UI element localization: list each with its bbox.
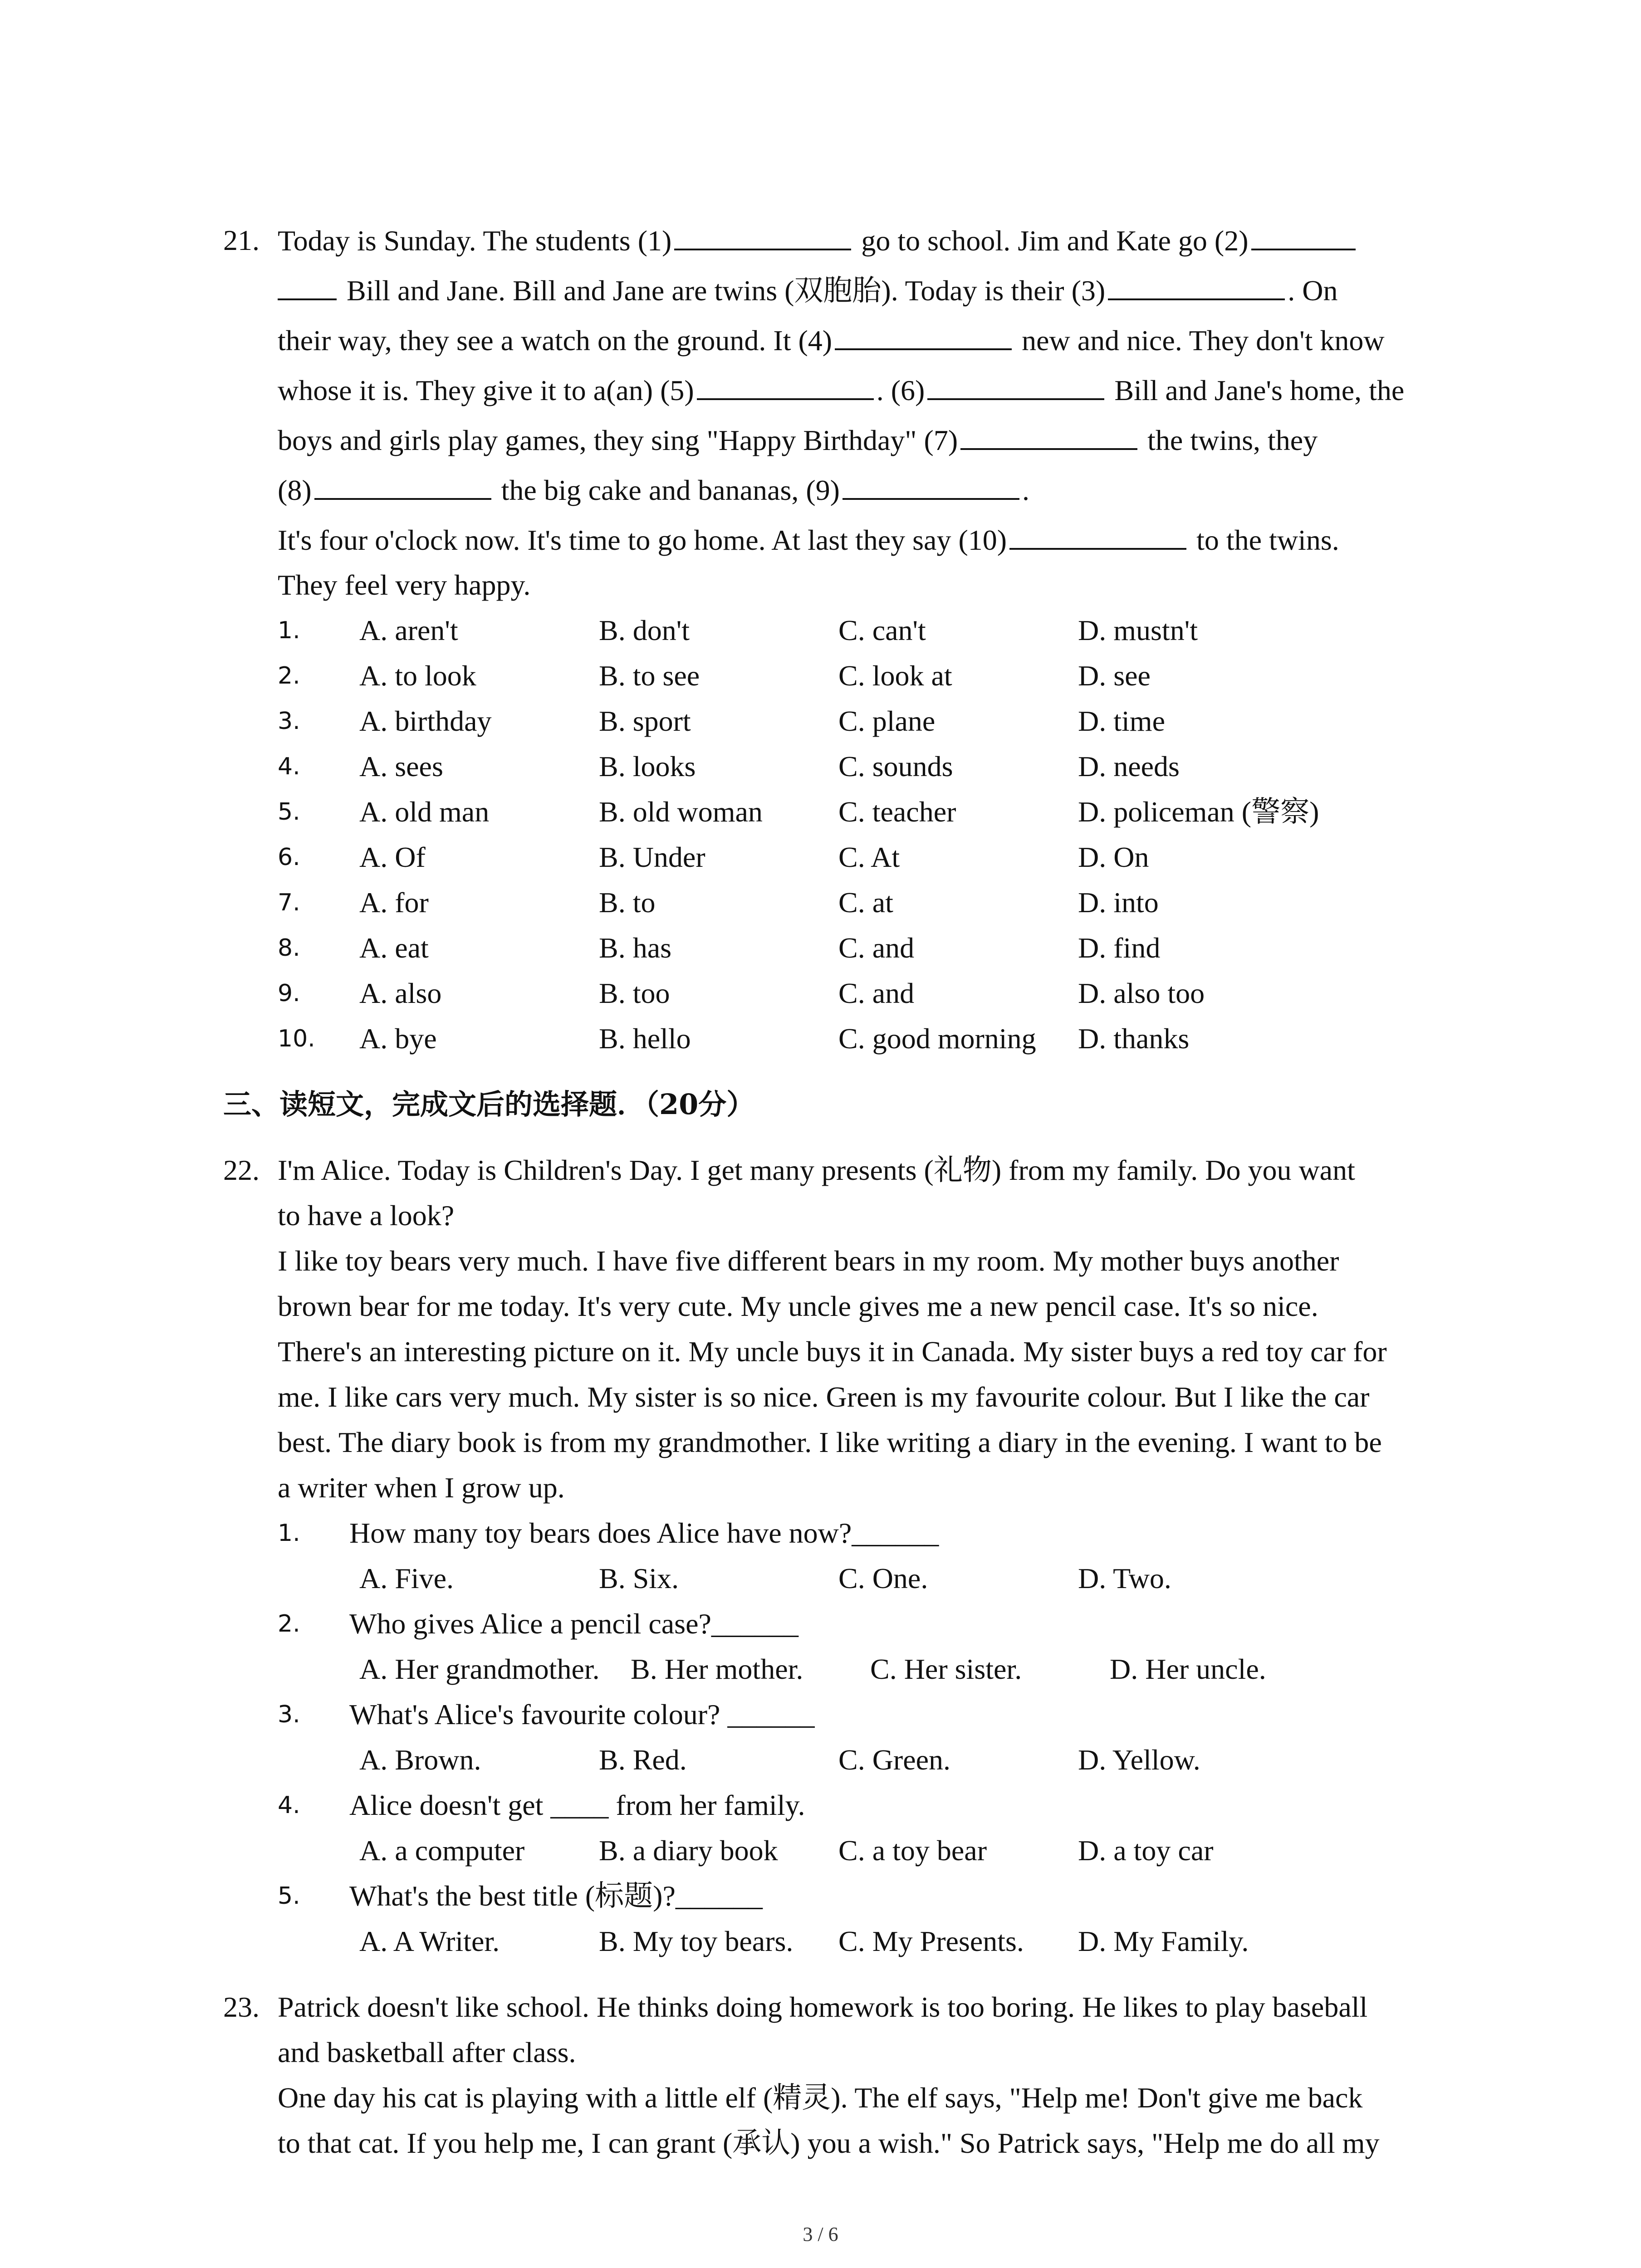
option-d[interactable]: D. needs	[1078, 750, 1180, 782]
q22-line: I like toy bears very much. I have five different bears in my room. My mother buys another	[278, 1245, 1339, 1277]
option-a[interactable]: A. A Writer.	[359, 1925, 500, 1957]
q21-line-3: their way, they see a watch on the ground. It (4) new and nice. They don't know	[278, 322, 1385, 359]
question-text: Who gives Alice a pencil case?______	[349, 1608, 798, 1640]
q22-line: a writer when I grow up.	[278, 1471, 565, 1504]
section-heading: 三、读短文，完成文后的选择题．（20分）	[223, 1088, 755, 1121]
q22-line: to have a look?	[278, 1199, 455, 1232]
option-a[interactable]: A. for	[359, 886, 429, 919]
page-number: 3 / 6	[803, 2223, 838, 2245]
q21-line-7: It's four o'clock now. It's time to go home. At last they say (10) to the twins.	[278, 522, 1339, 558]
q22-line: brown bear for me today. It's very cute. My uncle gives me a new pencil case. It's so nice.	[278, 1290, 1318, 1322]
option-c[interactable]: C. and	[838, 977, 915, 1009]
question-23-number: 23.	[223, 1991, 260, 2023]
option-a[interactable]: A. Her grandmother.	[359, 1653, 600, 1685]
option-c[interactable]: C. a toy bear	[838, 1834, 987, 1867]
option-row-number: 10.	[278, 1025, 315, 1052]
question-number: 4.	[278, 1792, 300, 1819]
option-a[interactable]: A. bye	[359, 1022, 437, 1055]
option-b[interactable]: B. Her mother.	[631, 1653, 803, 1685]
option-c[interactable]: C. Green.	[838, 1744, 951, 1776]
q21-line-6: (8) the big cake and bananas, (9) .	[278, 472, 1029, 508]
q22-line: best. The diary book is from my grandmother. I like writing a diary in the evening. I want to be	[278, 1426, 1382, 1458]
question-number: 5.	[278, 1882, 300, 1910]
question-number: 2.	[278, 1610, 300, 1637]
option-c[interactable]: C. At	[838, 841, 900, 873]
q21-line-4: whose it is. They give it to a(an) (5) . (6) Bill and Jane's home, the	[278, 372, 1404, 409]
option-b[interactable]: B. sport	[599, 705, 691, 737]
q22-line: There's an interesting picture on it. My uncle buys it in Canada. My sister buys a red toy car for	[278, 1335, 1387, 1368]
option-row-number: 4.	[278, 753, 300, 780]
q21-line-5: boys and girls play games, they sing "Happy Birthday" (7) the twins, they	[278, 422, 1318, 459]
option-c[interactable]: C. My Presents.	[838, 1925, 1024, 1957]
q21-line-1: Today is Sunday. The students (1) go to school. Jim and Kate go (2)	[278, 222, 1358, 259]
option-c[interactable]: C. teacher	[838, 796, 956, 828]
q22-line: I'm Alice. Today is Children's Day. I get many presents (礼物) from my family. Do you want	[278, 1154, 1355, 1186]
option-c[interactable]: C. One.	[838, 1562, 928, 1594]
option-d[interactable]: D. policeman (警察)	[1078, 796, 1319, 828]
option-a[interactable]: A. aren't	[359, 614, 458, 646]
option-a[interactable]: A. eat	[359, 932, 429, 964]
option-b[interactable]: B. hello	[599, 1022, 691, 1055]
option-d[interactable]: D. mustn't	[1078, 614, 1198, 646]
option-d[interactable]: D. My Family.	[1078, 1925, 1249, 1957]
option-d[interactable]: D. into	[1078, 886, 1159, 919]
option-row-number: 9.	[278, 980, 300, 1007]
option-b[interactable]: B. My toy bears.	[599, 1925, 794, 1957]
option-d[interactable]: D. find	[1078, 932, 1161, 964]
option-b[interactable]: B. Six.	[599, 1562, 679, 1594]
option-a[interactable]: A. Five.	[359, 1562, 454, 1594]
option-row-number: 8.	[278, 934, 300, 962]
option-a[interactable]: A. also	[359, 977, 442, 1009]
option-row-number: 7.	[278, 889, 300, 916]
option-a[interactable]: A. a computer	[359, 1834, 525, 1867]
question-text: Alice doesn't get ____ from her family.	[349, 1789, 805, 1821]
q22-line: me. I like cars very much. My sister is so nice. Green is my favourite colour. But I like the car	[278, 1381, 1370, 1413]
q23-line: and basketball after class.	[278, 2036, 576, 2068]
option-a[interactable]: A. Brown.	[359, 1744, 481, 1776]
question-text: How many toy bears does Alice have now?______	[349, 1517, 939, 1549]
option-d[interactable]: D. time	[1078, 705, 1165, 737]
option-b[interactable]: B. has	[599, 932, 671, 964]
option-b[interactable]: B. old woman	[599, 796, 763, 828]
question-21-number: 21.	[223, 224, 260, 256]
option-d[interactable]: D. thanks	[1078, 1022, 1190, 1055]
option-b[interactable]: B. don't	[599, 614, 690, 646]
question-number: 1.	[278, 1520, 300, 1547]
question-number: 3.	[278, 1701, 300, 1728]
option-row-number: 2.	[278, 662, 300, 689]
q23-line: to that cat. If you help me, I can grant (承认) you a wish." So Patrick says, "Help me do all my	[278, 2127, 1380, 2159]
option-d[interactable]: D. On	[1078, 841, 1149, 873]
option-b[interactable]: B. too	[599, 977, 670, 1009]
option-c[interactable]: C. look at	[838, 660, 952, 692]
option-c[interactable]: C. at	[838, 886, 893, 919]
option-c[interactable]: C. plane	[838, 705, 936, 737]
option-row-number: 5.	[278, 798, 300, 826]
option-d[interactable]: D. Two.	[1078, 1562, 1171, 1594]
option-c[interactable]: C. can't	[838, 614, 926, 646]
option-b[interactable]: B. a diary book	[599, 1834, 778, 1867]
option-b[interactable]: B. to	[599, 886, 656, 919]
option-a[interactable]: A. birthday	[359, 705, 492, 737]
option-a[interactable]: A. old man	[359, 796, 490, 828]
option-d[interactable]: D. see	[1078, 660, 1151, 692]
option-b[interactable]: B. to see	[599, 660, 700, 692]
option-row-number: 6.	[278, 844, 300, 871]
option-d[interactable]: D. a toy car	[1078, 1834, 1214, 1867]
option-a[interactable]: A. Of	[359, 841, 426, 873]
option-row-number: 3.	[278, 708, 300, 735]
question-text: What's the best title (标题)?______	[349, 1880, 763, 1912]
option-d[interactable]: D. Yellow.	[1078, 1744, 1200, 1776]
option-b[interactable]: B. Red.	[599, 1744, 687, 1776]
question-text: What's Alice's favourite colour? ______	[349, 1698, 815, 1730]
option-c[interactable]: C. and	[838, 932, 915, 964]
option-a[interactable]: A. to look	[359, 660, 476, 692]
option-b[interactable]: B. Under	[599, 841, 705, 873]
q21-line-8: They feel very happy.	[278, 569, 531, 601]
option-a[interactable]: A. sees	[359, 750, 443, 782]
option-d[interactable]: D. also too	[1078, 977, 1205, 1009]
option-c[interactable]: C. sounds	[838, 750, 953, 782]
question-22-number: 22.	[223, 1154, 260, 1186]
option-b[interactable]: B. looks	[599, 750, 696, 782]
option-d[interactable]: D. Her uncle.	[1110, 1653, 1266, 1685]
option-c[interactable]: C. Her sister.	[870, 1653, 1022, 1685]
q21-line-2: Bill and Jane. Bill and Jane are twins (双胞胎). Today is their (3) . On	[278, 272, 1337, 309]
q23-line: One day his cat is playing with a little elf (精灵). The elf says, "Help me! Don't give me back	[278, 2082, 1363, 2114]
q23-line: Patrick doesn't like school. He thinks doing homework is too boring. He likes to play baseball	[278, 1991, 1368, 2023]
option-row-number: 1.	[278, 617, 300, 644]
option-c[interactable]: C. good morning	[838, 1022, 1036, 1055]
